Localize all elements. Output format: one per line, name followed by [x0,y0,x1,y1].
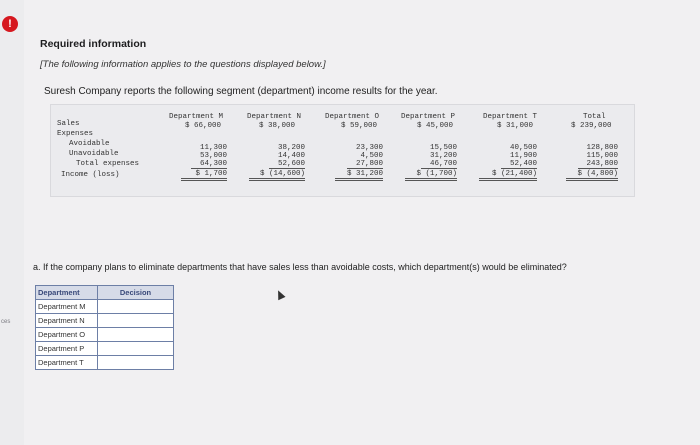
cell-unavoidable-total: 115,000 [586,152,618,160]
cell-total-expenses-p: 46,700 [421,160,457,169]
row-label-income: Income (loss) [61,171,120,179]
cell-total-expenses-t: 52,400 [501,160,537,169]
cell-total-expenses-m: 64,300 [191,160,227,169]
department-cell: Department N [36,314,98,328]
col-header-n: Department N [247,113,302,121]
cell-avoidable-o: 23,300 [355,144,383,152]
cell-sales-m: $ 66,000 [185,122,222,130]
department-cell: Department M [36,300,98,314]
header-decision: Decision [98,286,174,300]
required-title: Required information [40,38,147,50]
cell-income-m: $ 1,700 [181,170,227,181]
department-cell: Department O [36,328,98,342]
required-intro: Suresh Company reports the following segment (department) income results for the year. [44,86,438,97]
decision-header-row [36,286,174,300]
row-label-total-expenses: Total expenses [76,160,140,168]
cell-avoidable-total: 128,800 [586,144,618,152]
cell-income-t: $ (21,400) [479,170,537,181]
row-label-avoidable: Avoidable [69,140,110,148]
required-note: [The following information applies to the questions displayed below.] [40,59,326,70]
cell-sales-n: $ 38,000 [259,122,296,130]
header-department: Department [36,286,98,300]
cell-avoidable-p: 15,500 [429,144,457,152]
decision-input[interactable] [98,314,174,328]
side-label: ces [1,319,11,325]
cell-total-expenses-total: 243,800 [578,160,618,169]
cell-sales-total: $ 239,000 [571,122,612,130]
department-cell: Department P [36,342,98,356]
cell-unavoidable-p: 31,200 [429,152,457,160]
table-row [36,328,174,342]
decision-input[interactable] [98,328,174,342]
cell-unavoidable-m: 53,000 [199,152,227,160]
cell-avoidable-t: 40,500 [509,144,537,152]
cell-income-o: $ 31,200 [335,170,383,181]
table-row [36,356,174,370]
cell-avoidable-n: 38,200 [277,144,305,152]
question-a: a. If the company plans to eliminate departments that have sales less than avoidable costs, which department(s) would be eliminated? [33,262,567,272]
row-label-sales: Sales [57,120,80,128]
alert-icon: ! [2,16,18,32]
cell-total-expenses-o: 27,800 [347,160,383,169]
mouse-cursor-icon [274,289,285,301]
cell-unavoidable-n: 14,400 [277,152,305,160]
col-header-total: Total [583,113,606,121]
decision-input[interactable] [98,356,174,370]
decision-table [35,285,174,370]
col-header-t: Department T [483,113,538,121]
decision-input[interactable] [98,342,174,356]
cell-unavoidable-t: 11,900 [509,152,537,160]
left-rail [0,0,24,445]
cell-avoidable-m: 11,300 [199,144,227,152]
row-label-expenses: Expenses [57,130,94,138]
cell-income-n: $ (14,600) [249,170,305,181]
income-table [50,104,635,197]
col-header-m: Department M [169,113,224,121]
table-row [36,342,174,356]
cell-sales-t: $ 31,000 [497,122,534,130]
col-header-o: Department O [325,113,380,121]
decision-input[interactable] [98,300,174,314]
col-header-p: Department P [401,113,456,121]
cell-unavoidable-o: 4,500 [360,152,383,160]
cell-sales-p: $ 45,000 [417,122,454,130]
table-row [36,314,174,328]
cell-total-expenses-n: 52,600 [269,160,305,169]
cell-income-total: $ (4,800) [566,170,618,181]
department-cell: Department T [36,356,98,370]
cell-sales-o: $ 59,000 [341,122,378,130]
cell-income-p: $ (1,700) [405,170,457,181]
row-label-unavoidable: Unavoidable [69,150,119,158]
table-row [36,300,174,314]
